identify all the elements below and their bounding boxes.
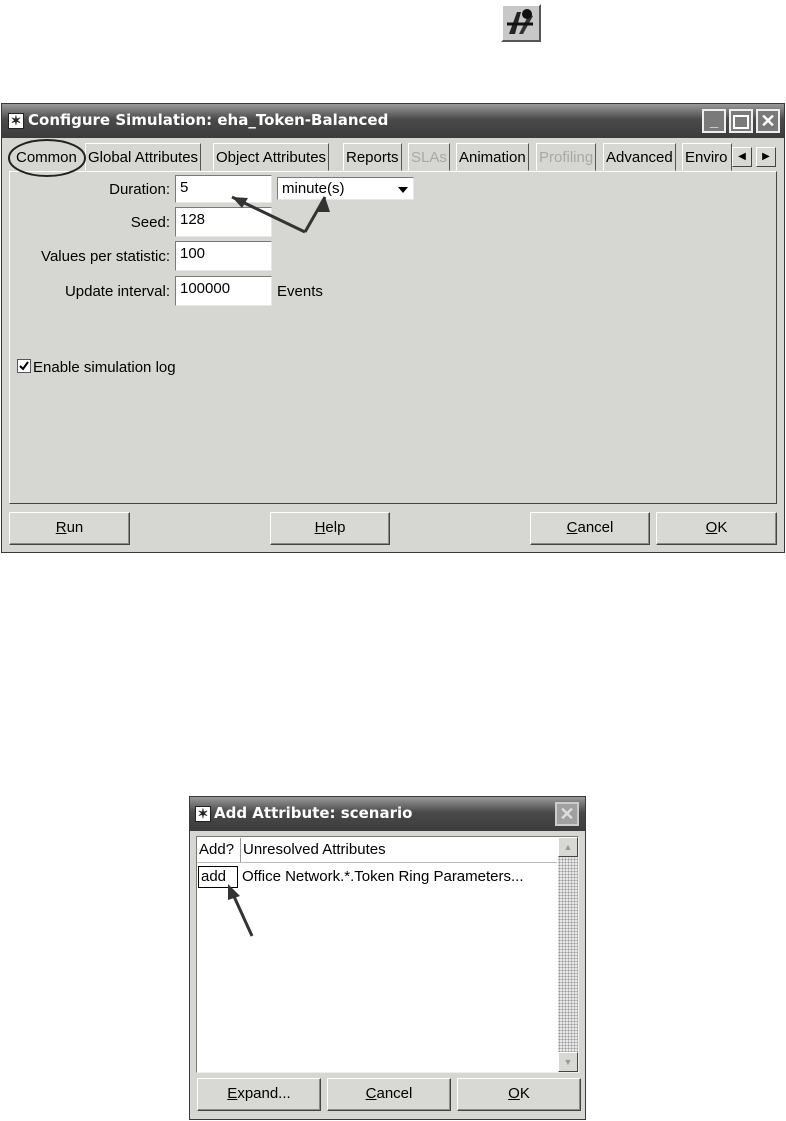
duration-input[interactable]: 5: [175, 175, 272, 203]
tab-advanced[interactable]: Advanced: [603, 143, 676, 171]
tab-reports[interactable]: Reports: [343, 143, 402, 171]
annotation-overlay: [0, 100, 786, 260]
enable-log-checkbox[interactable]: [17, 359, 31, 373]
close-icon[interactable]: ✕: [756, 109, 780, 133]
scroll-right-icon[interactable]: ▶: [756, 147, 776, 167]
vertical-scrollbar[interactable]: [558, 837, 578, 1072]
window-menu-icon[interactable]: ✶: [195, 806, 211, 822]
scroll-left-icon[interactable]: ◀: [732, 147, 752, 167]
values-per-statistic-label: Values per statistic:: [41, 248, 170, 265]
column-header-attributes[interactable]: Unresolved Attributes: [243, 841, 386, 858]
cancel-button[interactable]: Cancel: [327, 1078, 451, 1111]
annotation-circle-icon: [9, 140, 85, 176]
scroll-down-icon[interactable]: ▼: [558, 1052, 578, 1072]
tab-animation[interactable]: Animation: [456, 143, 529, 171]
add-cell[interactable]: add: [198, 866, 238, 888]
column-header-add[interactable]: Add?: [199, 841, 235, 858]
values-per-statistic-input[interactable]: 100: [175, 241, 272, 271]
window-title: Configure Simulation: eha_Token-Balanced: [28, 111, 389, 129]
close-icon: ✕: [555, 802, 579, 826]
run-button[interactable]: Run: [9, 512, 130, 545]
update-interval-unit: Events: [277, 283, 323, 300]
cancel-button[interactable]: Cancel: [530, 512, 650, 545]
tab-profiling: Profiling: [536, 143, 596, 171]
add-attr-window-title: Add Attribute: scenario: [214, 804, 413, 822]
add-attr-title-bar[interactable]: [190, 797, 585, 831]
ok-button[interactable]: OK: [656, 512, 777, 545]
minimize-icon[interactable]: _: [702, 109, 726, 133]
annotation-arrow-icon: [220, 880, 270, 940]
expand-button[interactable]: Expand...: [197, 1078, 321, 1111]
duration-label: Duration:: [109, 181, 170, 198]
tab-environment[interactable]: Enviro: [682, 143, 732, 171]
duration-unit-value: minute(s): [282, 180, 345, 197]
checkmark-icon: [18, 360, 30, 372]
window-menu-icon[interactable]: ✶: [8, 113, 24, 129]
scroll-up-icon[interactable]: ▲: [558, 837, 578, 857]
tab-common[interactable]: Common: [13, 143, 80, 171]
seed-label: Seed:: [130, 214, 170, 231]
update-interval-label: Update interval:: [64, 283, 170, 300]
update-interval-input[interactable]: 100000: [175, 276, 272, 306]
seed-input[interactable]: 128: [175, 207, 272, 237]
attribute-cell: Office Network.*.Token Ring Parameters...: [242, 868, 524, 885]
annotation-arrow-icon: [232, 197, 325, 232]
run-simulation-icon[interactable]: [501, 4, 541, 42]
tab-slas: SLAs: [408, 143, 450, 171]
enable-log-label: Enable simulation log: [33, 359, 176, 376]
help-button[interactable]: Help: [270, 512, 390, 545]
tab-object-attributes[interactable]: Object Attributes: [213, 143, 329, 171]
tab-global-attributes[interactable]: Global Attributes: [85, 143, 201, 171]
header-underline: [197, 862, 557, 863]
ok-button[interactable]: OK: [457, 1078, 581, 1111]
header-divider: [240, 838, 241, 862]
